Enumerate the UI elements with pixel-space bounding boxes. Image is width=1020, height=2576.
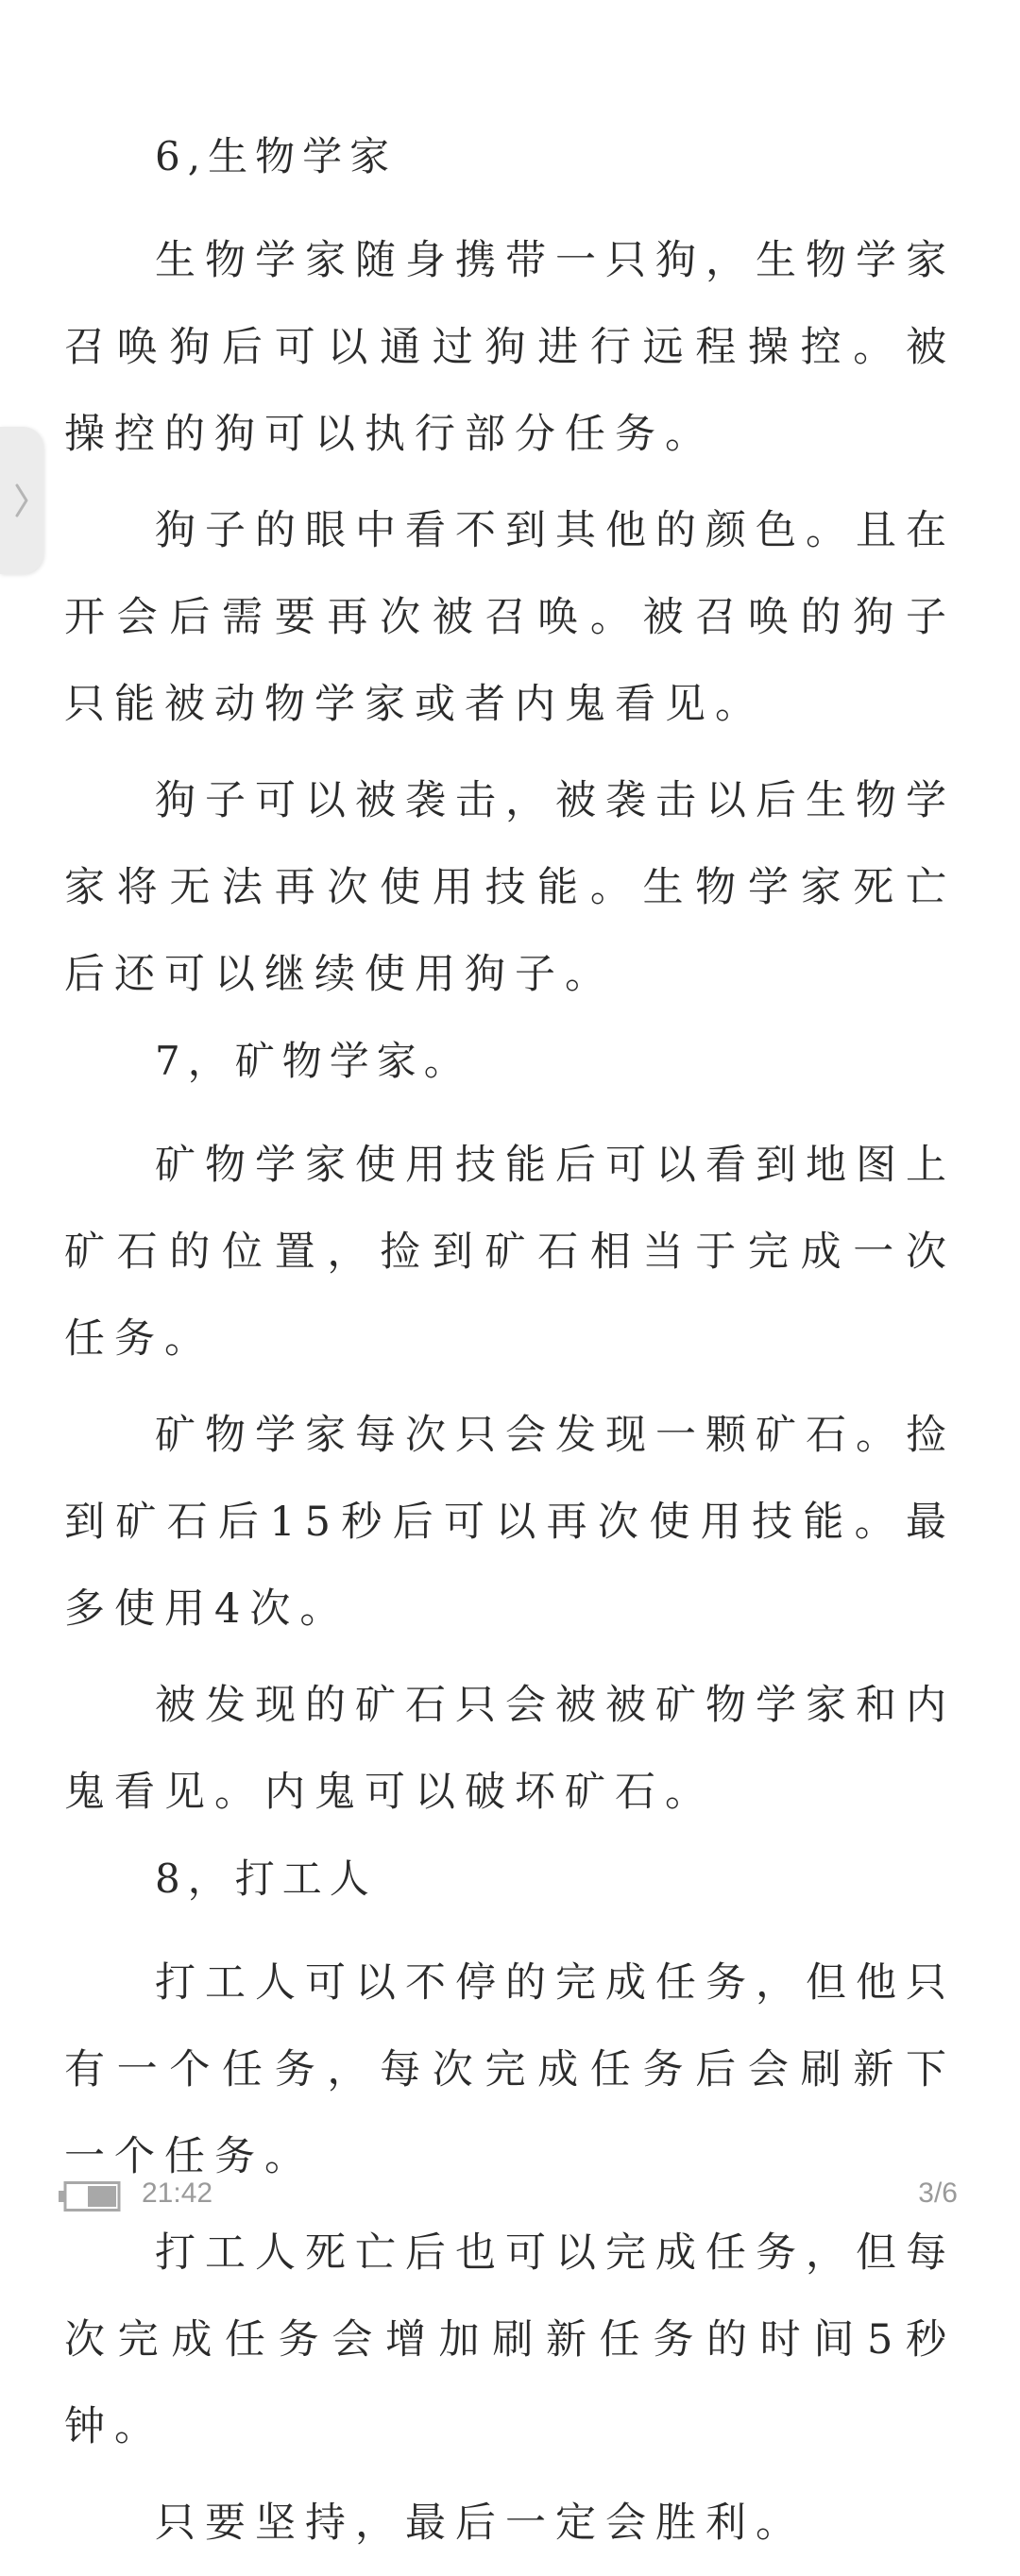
paragraph: 打工人死亡后也可以完成任务，但每次完成任务会增加刷新任务的时间5秒钟。 [64,2229,956,2450]
battery-icon [59,2181,121,2212]
paragraph: 被发现的矿石只会被被矿物学家和内鬼看见。内鬼可以破坏矿石。 [64,1682,956,1816]
section-heading: 6,生物学家 [155,133,398,179]
paragraph: 狗子的眼中看不到其他的颜色。且在开会后需要再次被召唤。被召唤的狗子只能被动物学家或者内鬼看见。 [64,507,956,728]
section-mineralogist [64,1033,956,1836]
chevron-right-icon [13,482,30,519]
paragraph: 矿物学家使用技能后可以看到地图上矿石的位置，捡到矿石相当于完成一次任务。 [64,1142,956,1363]
side-panel-tab[interactable] [0,427,43,574]
paragraph: 打工人可以不停的完成任务，但他只有一个任务，每次完成任务后会刷新下一个任务。 [64,1959,956,2180]
battery-level-fill [88,2186,116,2207]
paragraph: 只要坚持，最后一定会胜利。 [155,2500,806,2547]
paragraph: 生物学家随身携带一只狗，生物学家召唤狗后可以通过狗进行远程操控。被操控的狗可以执行部分任务。 [64,237,956,458]
section-biologist [64,128,956,1018]
page-number: 3/6 [918,2178,958,2209]
paragraph: 矿物学家每次只会发现一颗矿石。捡到矿石后15秒后可以再次使用技能。最多使用4次。 [64,1412,956,1633]
reader-footer [0,2172,1020,2229]
paragraph: 狗子可以被袭击，被袭击以后生物学家将无法再次使用技能。生物学家死亡后还可以继续使用狗子。 [64,777,956,998]
section-heading: 7，矿物学家。 [155,1038,471,1084]
clock-time: 21:42 [142,2178,213,2209]
section-heading: 8，打工人 [155,1856,377,1902]
